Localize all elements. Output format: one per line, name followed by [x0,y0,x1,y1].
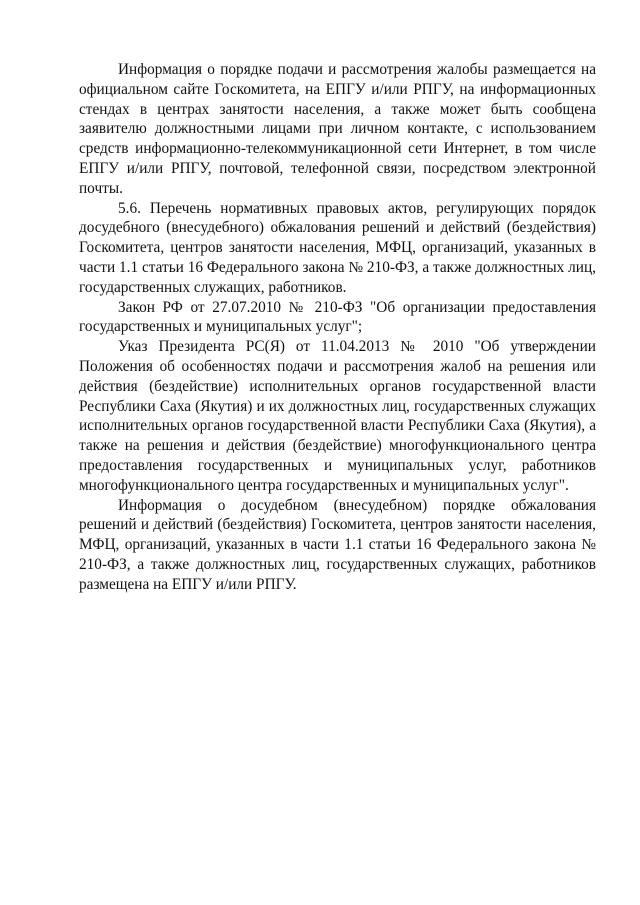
paragraph-section-5-6: 5.6. Перечень нормативных правовых актов, регулирующих порядок досудебного (внесудебного) обжалования решений и действий (бездействия) Госкомитета, центров занятости населения, МФЦ, организаций, указанных в части 1.1 статьи 16 Федерального закона № 210-ФЗ, а также должностных лиц, государственных служащих, работников. [79,199,596,296]
paragraph-presidential-decree: Указ Президента РС(Я) от 11.04.2013 № 2010 "Об утверждении Положения об особенностях подачи и рассмотрения жалоб на решения или действия (бездействие) исполнительных органов государственной власти Республики Саха (Якутия) и их должностных лиц, государственных служащих исполнительных органов государственной власти Республики Саха (Якутия), а также на решения и действия (бездействие) многофункционального центра предоставления государственных и муниципальных услуг, работников многофункционального центра государственных и муниципальных услуг". [79,338,596,494]
paragraph-appeal-info: Информация о досудебном (внесудебном) порядке обжалования решений и действий (бездействия) Госкомитета, центров занятости населения, МФЦ, организаций, указанных в части 1.1 статьи 16 Федерального закона № 210-ФЗ, а также должностных лиц, государственных служащих, работников размещена на ЕПГУ и/или РПГУ. [79,496,596,593]
document-body [79,60,596,595]
paragraph-federal-law: Закон РФ от 27.07.2010 № 210-ФЗ "Об организации предоставления государственных и муниципальных услуг"; [79,298,596,336]
paragraph-complaint-info: Информация о порядке подачи и рассмотрения жалобы размещается на официальном сайте Госкомитета, на ЕПГУ и/или РПГУ, на информационных стендах в центрах занятости населения, а также может быть сообщена заявителю должностными лицами при личном контакте, с использованием средств информационно-телекоммуникационной сети Интернет, в том числе ЕПГУ и/или РПГУ, почтовой, телефонной связи, посредством электронной почты. [79,61,596,197]
